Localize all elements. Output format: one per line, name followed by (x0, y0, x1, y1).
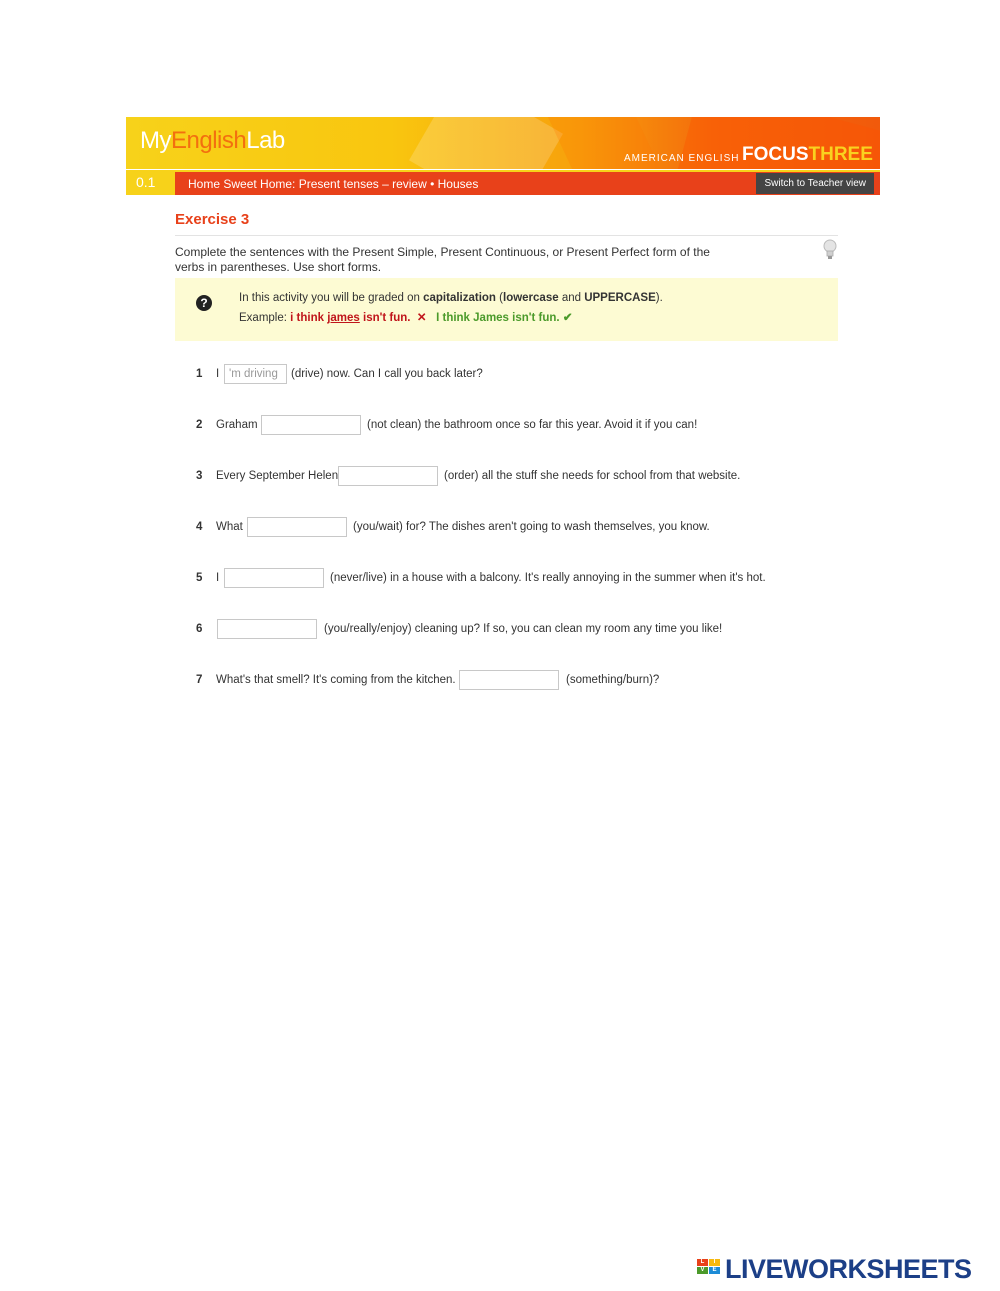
question-item: 7 What's that smell? It's coming from the kitchen. (something/burn)? (190, 670, 790, 692)
correct-example: I think James isn't fun. (436, 312, 560, 324)
question-item: 1 I 'm driving (drive) now. Can I call you back later? (190, 364, 790, 386)
cross-icon: ✕ (416, 312, 427, 324)
liveworksheets-text: LIVEWORKSHEETS (725, 1254, 972, 1284)
answer-input[interactable] (247, 517, 347, 537)
note-line: In this activity you will be graded on capitalization (lowercase and UPPERCASE). (239, 292, 663, 304)
banner-decoration (409, 117, 563, 169)
question-item: 4 What (you/wait) for? The dishes aren't going to wash themselves, you know. (190, 517, 790, 539)
answer-input[interactable] (224, 568, 324, 588)
exercise-instructions: Complete the sentences with the Present Simple, Present Continuous, or Present Perfect form of the verbs in parentheses. Use short forms. (175, 245, 710, 274)
answer-input[interactable] (338, 466, 438, 486)
lightbulb-hint-icon[interactable] (822, 239, 838, 261)
question-item: 5 I (never/live) in a house with a balcony. It's really annoying in the summer when it's hot. (190, 568, 810, 590)
divider (175, 235, 838, 236)
header-banner (126, 117, 880, 169)
question-item: 2 Graham (not clean) the bathroom once so far this year. Avoid it if you can! (190, 415, 790, 437)
liveworksheets-icon: L I V E (697, 1259, 721, 1283)
answer-input[interactable] (217, 619, 317, 639)
unit-number: 0.1 (136, 174, 156, 190)
example-line: Example: i think james isn't fun. ✕ I think James isn't fun. ✔ (239, 312, 573, 324)
incorrect-example: i think james isn't fun. (290, 312, 411, 324)
answer-input[interactable] (261, 415, 361, 435)
focus-three-logo: FOCUSTHREE (742, 144, 873, 165)
breadcrumb-bar (175, 172, 880, 195)
check-icon: ✔ (562, 312, 573, 324)
switch-teacher-view-button[interactable]: Switch to Teacher view (756, 173, 874, 194)
answer-input[interactable] (224, 364, 287, 384)
answer-input[interactable] (459, 670, 559, 690)
grading-note (175, 278, 838, 341)
american-english-label: AMERICAN ENGLISH (624, 153, 740, 164)
myenglishlab-logo: MyEnglishLab (140, 127, 285, 154)
question-icon: ? (196, 295, 212, 311)
nav-bar (126, 170, 880, 195)
question-item: 3 Every September Helen (order) all the stuff she needs for school from that website. (190, 466, 790, 488)
exercise-title: Exercise 3 (175, 211, 250, 228)
breadcrumb: Home Sweet Home: Present tenses – review • Houses (188, 177, 479, 191)
question-item: 6 (you/really/enjoy) cleaning up? If so, you can clean my room any time you like! (190, 619, 790, 641)
